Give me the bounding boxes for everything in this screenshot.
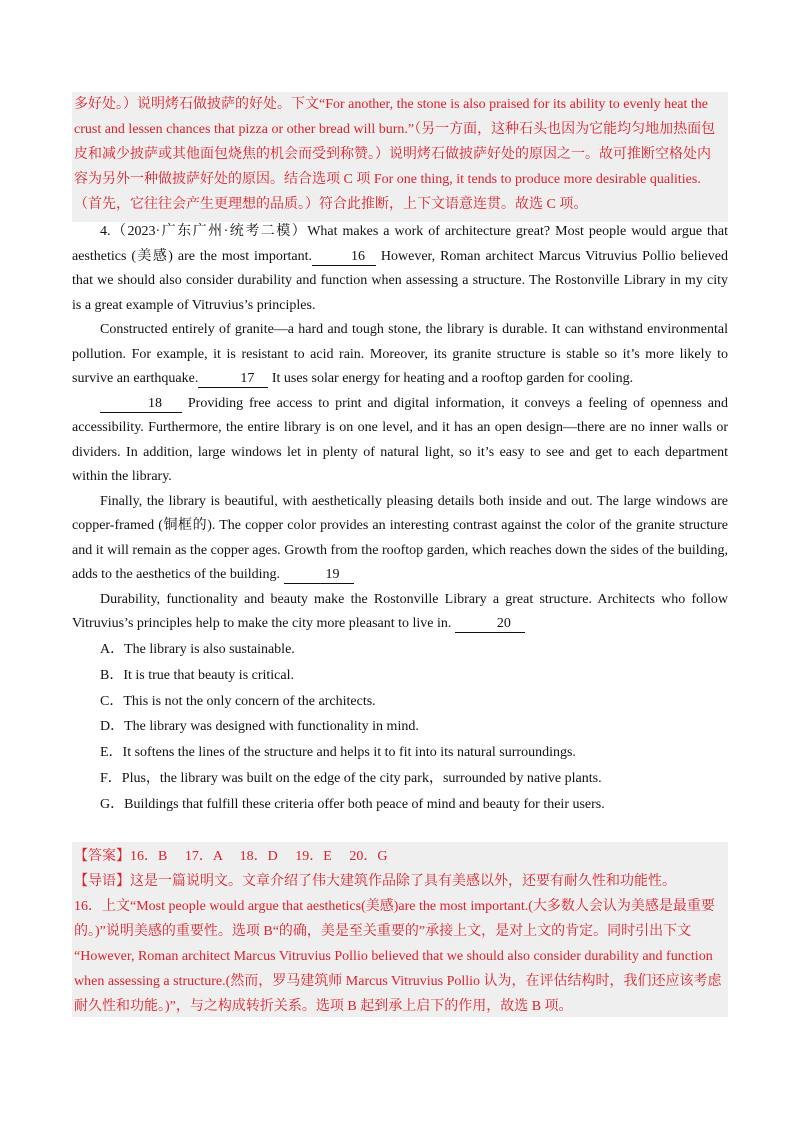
explanation-line: crust and lessen chances that pizza or other bread will burn.”（另一方面，这种石头也因为它能均匀地加热面包 xyxy=(74,122,716,137)
question-source: 4.（2023·广东广州·统考二模） xyxy=(100,224,308,239)
option-d: D．The library was designed with functionality in mind. xyxy=(100,719,419,735)
explanation-line: 皮和减少披萨或其他面包烧焦的机会而受到称赞。）说明烤石做披萨好处的原因之一。故可推断空格处内 xyxy=(74,147,711,162)
blank-19: 19 xyxy=(284,566,354,584)
explanation-line: 多好处。）说明烤石做披萨的好处。下文“For another, the stone is also praised for its ability to evenly heat the xyxy=(74,97,709,112)
passage-paragraph-3: 18 Providing free access to print and digital information, it conveys a feeling of openness and accessibility. Furthermore, the entire library is on one level, and it has an open design—there are no inner walls or dividers. In addition, large windows let in plenty of natural light, so it’s easy to see and get to each department within the library. xyxy=(72,395,728,484)
passage-paragraph-5: Durability, functionality and beauty make the Rostonville Library a great structure. Architects who follow Vitruvius’s principles help to make the city more pleasant to live in. 20 xyxy=(72,591,728,631)
answer-explanation-line: 的。)”说明美感的重要性。选项 B“的确，美是至关重要的”承接上文，是对上文的肯定。同时引出下文 xyxy=(74,924,692,939)
answer-explanation-line: “However, Roman architect Marcus Vitruvius Pollio believed that we should also consider durability and function xyxy=(74,949,713,964)
blank-20: 20 xyxy=(455,615,525,633)
passage-paragraph-2: Constructed entirely of granite—a hard and tough stone, the library is durable. It can withstand environmental pollution. For example, it is resistant to acid rain. Moreover, its granite structure is stable so it’s more likely to survive an earthquake. 17 It uses solar energy for heating and a rooftop garden for cooling. xyxy=(72,322,728,386)
option-g: G．Buildings that fulfill these criteria offer both peace of mind and beauty for their users. xyxy=(100,796,605,812)
option-a: A．The library is also sustainable. xyxy=(100,642,295,657)
blank-16: 16 xyxy=(312,248,376,266)
question-passage xyxy=(72,220,728,637)
options-list xyxy=(100,637,728,818)
passage-paragraph-4: Finally, the library is beautiful, with aesthetically pleasing details both inside and out. The large windows are copper-framed (铜框的). The copper color provides an interesting contrast against the color of the granite structure and it will remain as the copper ages. Growth from the rooftop garden, which reaches down the sides of the building, adds to the aesthetics of the building. 19 xyxy=(72,493,728,582)
option-c: C．This is not the only concern of the architects. xyxy=(100,693,376,709)
passage-paragraph-1: 4.（2023·广东广州·统考二模）What makes a work of architecture great? Most people would argue that aesthetics (美感) are the most important. 16 However, Roman architect Marcus Vitruvius Pollio believed that we should also consider durability and function when assessing a structure. The Rostonville Library in my city is a great example of Vitruvius’s principles. xyxy=(72,224,729,313)
answers-line: 【答案】16．B 17．A 18．D 19．E 20．G xyxy=(74,849,388,864)
answer-block xyxy=(72,842,728,1017)
answer-explanation-line: 16．上文“Most people would argue that aesthetics(美感)are the most important.(大多数人会认为美感是最重要 xyxy=(74,899,715,914)
blank-17: 17 xyxy=(198,370,268,388)
explanation-line: 容为另外一种做披萨好处的原因。结合选项 C 项 For one thing, it tends to produce more desirable qualities. xyxy=(74,172,701,187)
previous-explanation-block xyxy=(72,92,728,222)
option-e: E．It softens the lines of the structure and helps it to fit into its natural surroundings. xyxy=(100,745,576,761)
guide-line: 【导语】这是一篇说明文。文章介绍了伟大建筑作品除了具有美感以外，还要有耐久性和功能性。 xyxy=(74,874,676,889)
answer-explanation-line: when assessing a structure.(然而，罗马建筑师 Marcus Vitruvius Pollio 认为，在评估结构时，我们还应该考虑 xyxy=(74,974,722,989)
option-f: F．Plus，the library was built on the edge of the city park，surrounded by native plants. xyxy=(100,770,602,786)
answer-explanation-line: 耐久性和功能。)”，与之构成转折关系。选项 B 起到承上启下的作用，故选 B 项。 xyxy=(74,999,573,1014)
explanation-line: （首先，它往往会产生更理想的品质。）符合此推断，上下文语意连贯。故选 C 项。 xyxy=(74,197,588,212)
option-b: B．It is true that beauty is critical. xyxy=(100,667,295,683)
blank-18: 18 xyxy=(100,395,182,413)
